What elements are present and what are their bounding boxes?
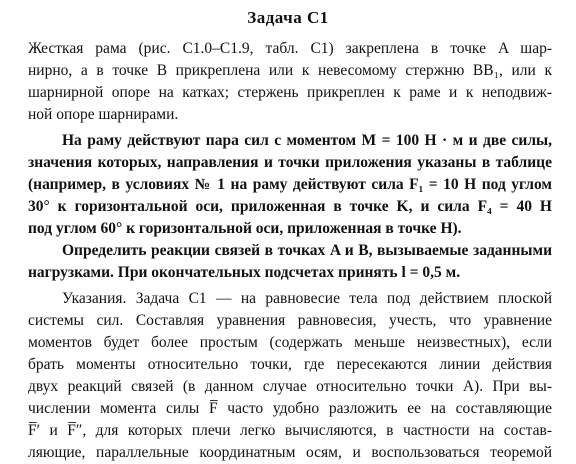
text-line: значения которых, направления и точки приложения указаны в таблице — [28, 154, 552, 171]
text-line: двух реакций связей (в данном случае относительно точки A). При вы- — [28, 378, 552, 395]
page-title: Задача С1 — [247, 8, 329, 27]
text-line: шарнирной опоре на катках; стержень прикреплен к раме и к неподвиж- — [28, 84, 552, 101]
text-line: системы сил. Составляя уравнения равновесия, учесть, что уравнение — [28, 312, 552, 329]
text-line: моментов будет более простым (содержать меньше неизвестных), если — [28, 334, 552, 351]
text-line: ной опоре шарнирами. — [28, 106, 179, 123]
text-line: нирно, а в точке B прикреплена или к невесомому стержню BB₁, или к — [28, 62, 552, 79]
text-line: Определить реакции связей в точках A и B, вызываемые заданными — [62, 242, 552, 259]
text-line: под углом 60° к горизонтальной оси, приложенная в точке H). — [28, 220, 462, 237]
text-line: ляющие, параллельные координатным осям, и воспользоваться теоремой — [28, 444, 552, 461]
text-line: Жесткая рама (рис. С1.0–С1.9, табл. С1) закреплена в точке A шар- — [28, 40, 552, 57]
text-line: F̅′ и F̅″, для которых плечи легко вычисляются, в частности на состав- — [28, 422, 552, 439]
text-line: Указания. Задача С1 — на равновесие тела под действием плоской — [62, 290, 552, 307]
text-line: На раму действуют пара сил с моментом M = 100 Н · м и две силы, — [62, 132, 552, 149]
text-line: нагрузками. При окончательных подсчетах принять l = 0,5 м. — [28, 264, 461, 281]
text-line: числении момента силы F̅ часто удобно разложить ее на составляющие — [28, 400, 552, 417]
text-line: брать моменты относительно точки, где пересекаются линии действия — [28, 356, 552, 373]
text-line: 30° к горизонтальной оси, приложенная в точке K, и сила F₄ = 40 Н — [28, 198, 552, 215]
text-line: (например, в условиях № 1 на раму действуют сила F₁ = 10 Н под углом — [28, 176, 552, 193]
